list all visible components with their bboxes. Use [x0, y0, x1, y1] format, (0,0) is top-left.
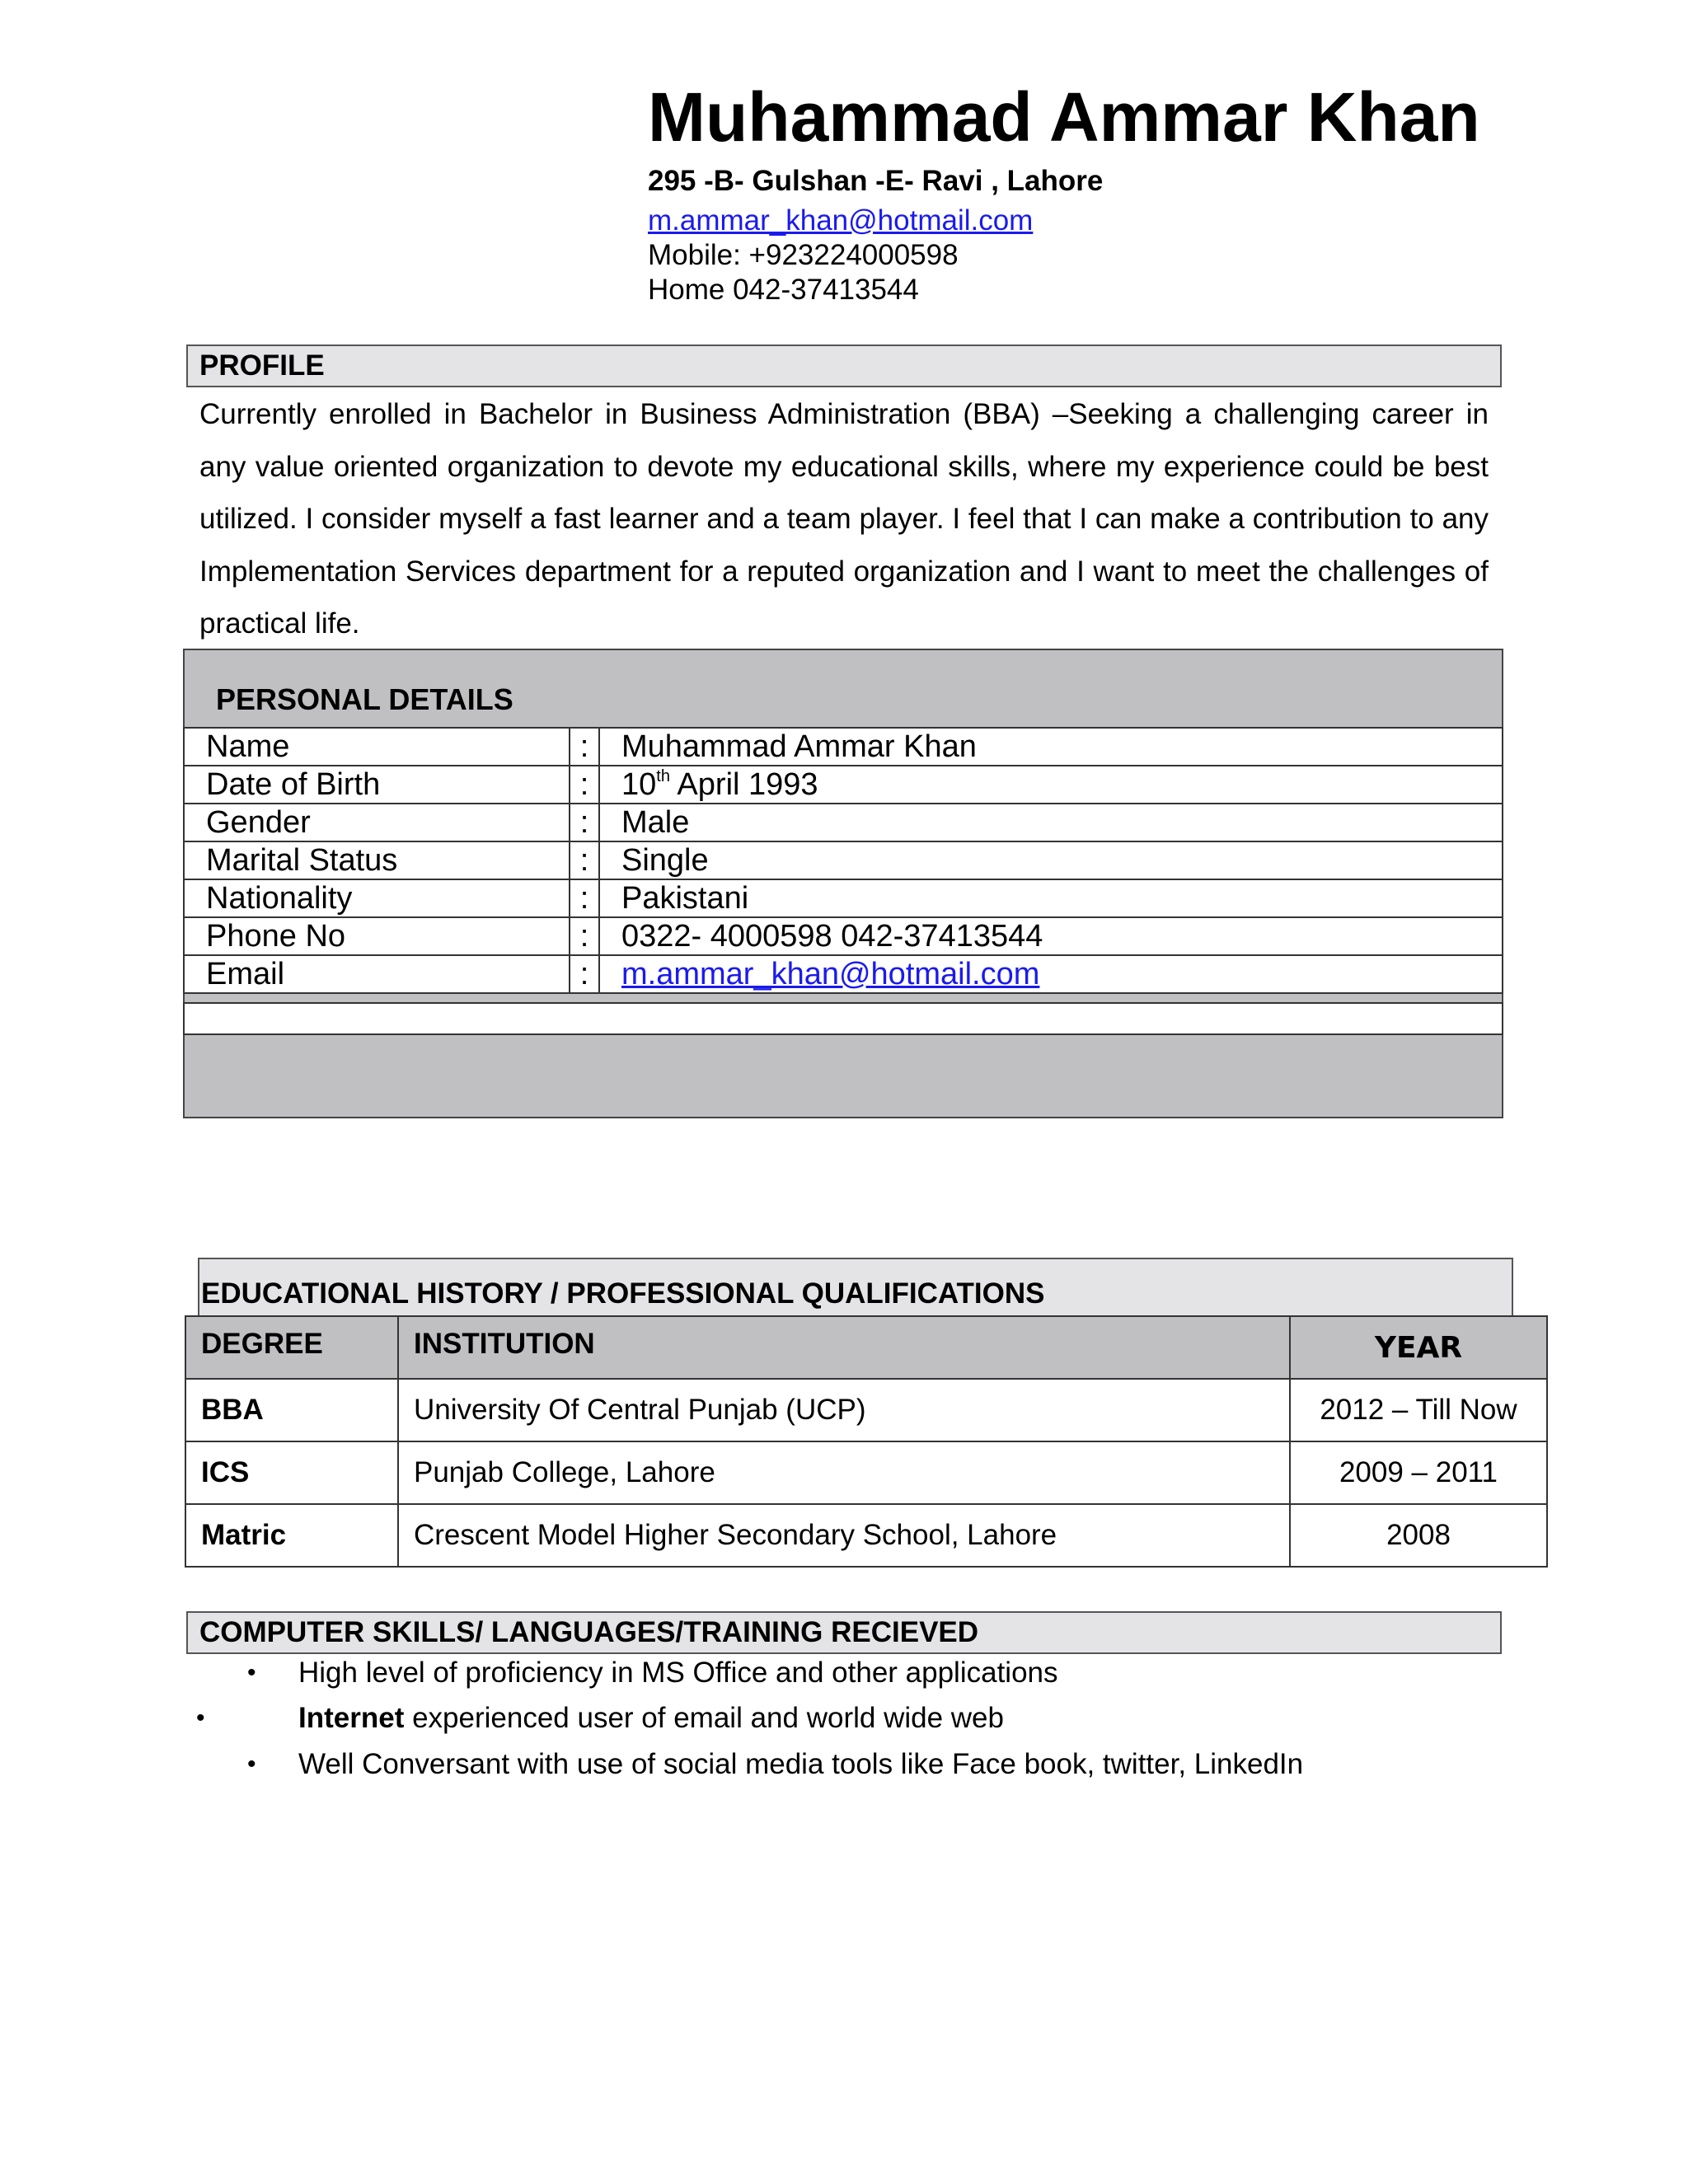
education-table — [185, 1315, 1548, 1568]
education-heading: EDUCATIONAL HISTORY / PROFESSIONAL QUALIFICATIONS — [198, 1258, 1513, 1317]
table-row — [185, 1441, 1547, 1504]
email-link[interactable]: m.ammar_khan@hotmail.com — [648, 204, 1034, 237]
detail-value: 0322- 4000598 042-37413544 — [599, 917, 1503, 955]
email-link[interactable]: m.ammar_khan@hotmail.com — [621, 957, 1040, 991]
profile-heading: PROFILE — [186, 344, 1502, 387]
detail-value: Muhammad Ammar Khan — [599, 728, 1503, 766]
bullet-icon: • — [247, 1659, 256, 1686]
year-cell: 2008 — [1290, 1504, 1547, 1567]
detail-separator: : — [570, 955, 599, 993]
detail-separator: : — [570, 804, 599, 841]
list-item-text: experienced user of email and world wide web — [404, 1702, 1004, 1734]
detail-label: Email — [184, 955, 570, 993]
detail-value: Pakistani — [599, 879, 1503, 917]
institution-cell: Crescent Model Higher Secondary School, Lahore — [398, 1504, 1290, 1567]
candidate-name: Muhammad Ammar Khan — [648, 78, 1480, 156]
degree-cell: BBA — [185, 1379, 398, 1441]
table-row — [184, 917, 1503, 955]
degree-cell: Matric — [185, 1504, 398, 1567]
detail-value — [599, 766, 1503, 804]
personal-details-heading: PERSONAL DETAILS — [216, 682, 513, 716]
table-row — [184, 728, 1503, 766]
skills-heading: COMPUTER SKILLS/ LANGUAGES/TRAINING RECIEVED — [186, 1611, 1502, 1654]
table-row — [184, 879, 1503, 917]
detail-separator: : — [570, 917, 599, 955]
year-cell: 2012 – Till Now — [1290, 1379, 1547, 1441]
detail-label: Phone No — [184, 917, 570, 955]
detail-separator: : — [570, 766, 599, 804]
institution-cell: University Of Central Punjab (UCP) — [398, 1379, 1290, 1441]
table-header-row — [185, 1316, 1547, 1379]
table-row — [184, 804, 1503, 841]
dob-rest: April 1993 — [669, 767, 818, 802]
detail-separator: : — [570, 841, 599, 879]
bullet-icon: • — [196, 1704, 205, 1732]
address: 295 -B- Gulshan -E- Ravi , Lahore — [648, 165, 1104, 197]
detail-value — [599, 955, 1503, 993]
detail-value: Male — [599, 804, 1503, 841]
detail-value: Single — [599, 841, 1503, 879]
degree-header: DEGREE — [185, 1316, 398, 1379]
list-item-bold: Internet — [298, 1702, 405, 1734]
detail-label: Nationality — [184, 879, 570, 917]
detail-label: Gender — [184, 804, 570, 841]
detail-separator: : — [570, 879, 599, 917]
mobile-number: Mobile: +923224000598 — [648, 239, 959, 271]
degree-cell: ICS — [185, 1441, 398, 1504]
table-row — [184, 766, 1503, 804]
detail-label: Name — [184, 728, 570, 766]
dob-day: 10 — [621, 767, 657, 802]
detail-label: Marital Status — [184, 841, 570, 879]
personal-details-table — [183, 727, 1503, 994]
home-phone: Home 042-37413544 — [648, 274, 919, 306]
table-row — [184, 841, 1503, 879]
list-item: High level of proficiency in MS Office and other applications — [298, 1657, 1058, 1689]
year-header: YEAR — [1290, 1316, 1547, 1379]
profile-text: Currently enrolled in Bachelor in Business Administration (BBA) –Seeking a challenging career in any value oriented organization to devote my educational skills, where my experience could be best utilized. I consider myself a fast learner and a team player. I feel that I can make a contribution to any Implementation Services department for a reputed organization and I want to meet the challenges of practical life. — [199, 398, 1489, 640]
dob-ordinal: th — [656, 767, 670, 785]
table-row — [185, 1504, 1547, 1567]
detail-label: Date of Birth — [184, 766, 570, 804]
list-item: Well Conversant with use of social media tools like Face book, twitter, LinkedIn — [298, 1748, 1304, 1780]
institution-header: INSTITUTION — [398, 1316, 1290, 1379]
detail-separator: : — [570, 728, 599, 766]
institution-cell: Punjab College, Lahore — [398, 1441, 1290, 1504]
list-item — [298, 1702, 1004, 1735]
year-cell: 2009 – 2011 — [1290, 1441, 1547, 1504]
table-row — [185, 1379, 1547, 1441]
table-row — [184, 955, 1503, 993]
bullet-icon: • — [247, 1750, 256, 1778]
blank-row — [183, 1002, 1503, 1035]
